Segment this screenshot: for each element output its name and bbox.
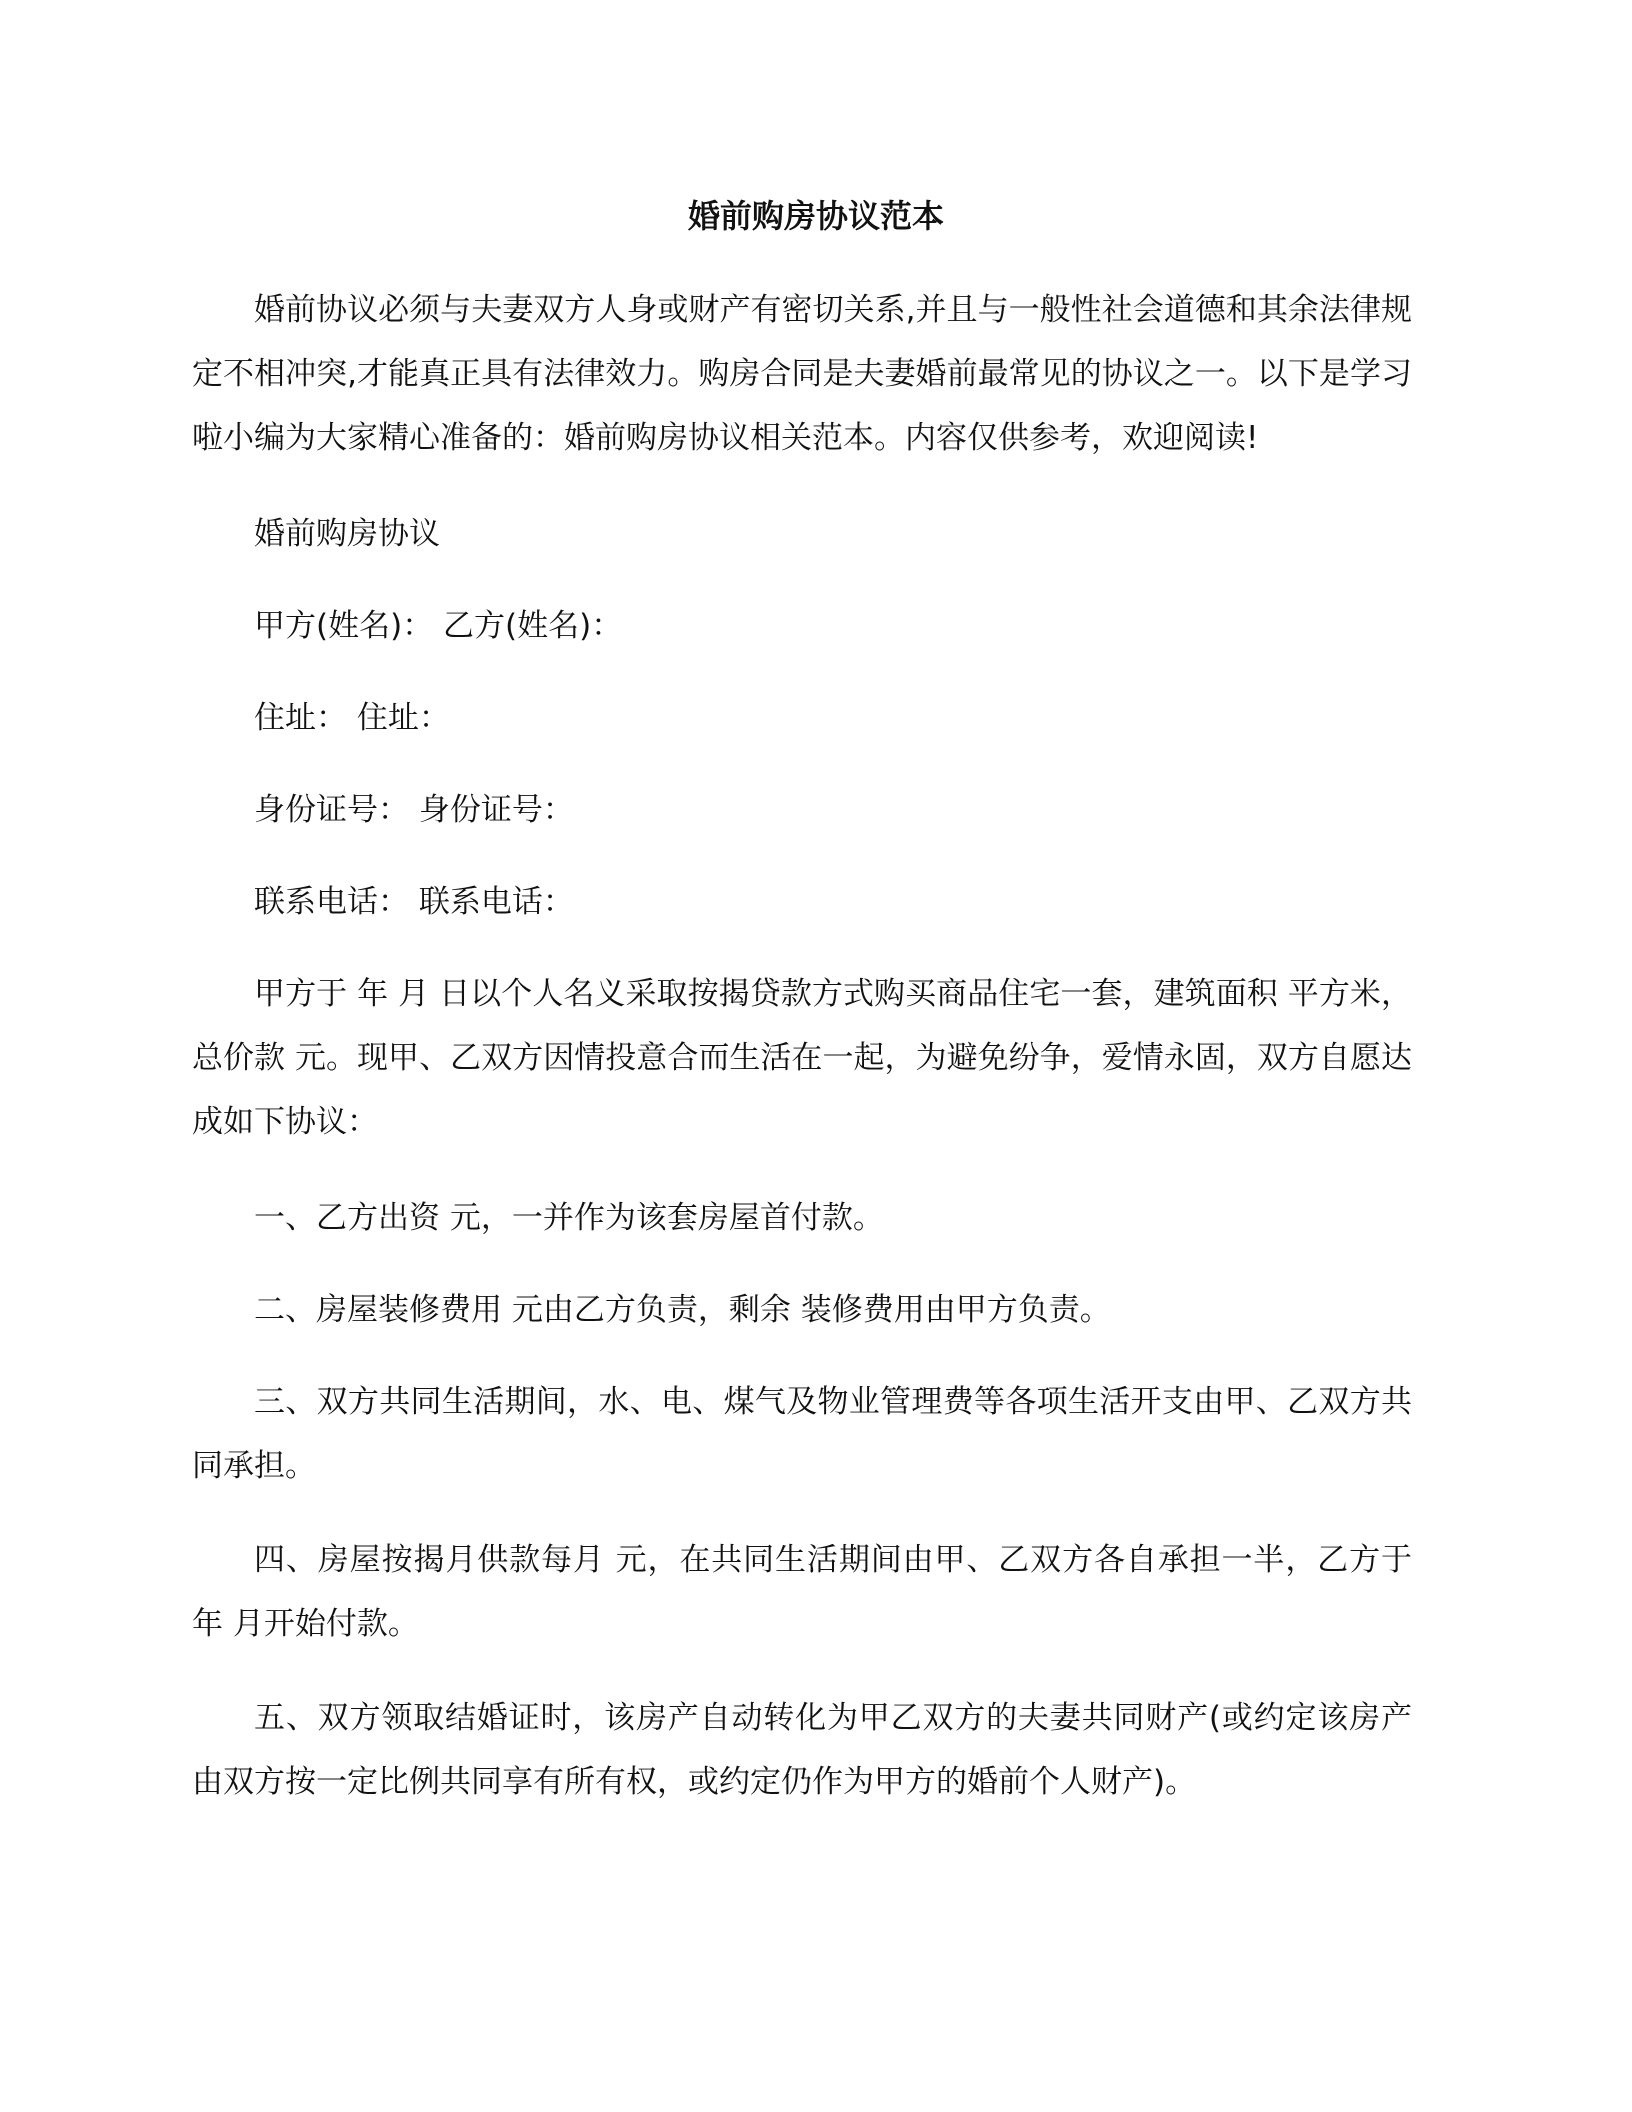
address-line: 住址： 住址： [254, 700, 450, 736]
id-number-line: 身份证号： 身份证号： [254, 792, 574, 828]
intro-paragraph: 婚前协议必须与夫妻双方人身或财产有密切关系,并且与一般性社会道德和其余法律规定不相冲突,才能真正具有法律效力。购房合同是夫妻婚前最常见的协议之一。以下是学习啦小编为大家精心准备的：婚前购房协议相关范本。内容仅供参考，欢迎阅读! [192, 292, 1412, 456]
phone-line: 联系电话： 联系电话： [254, 884, 574, 920]
clause-1: 一、乙方出资 元，一并作为该套房屋首付款。 [254, 1200, 884, 1236]
clause-5: 五、双方领取结婚证时，该房产自动转化为甲乙双方的夫妻共同财产(或约定该房产由双方按一定比例共同享有所有权，或约定仍作为甲方的婚前个人财产)。 [192, 1700, 1412, 1800]
clause-2: 二、房屋装修费用 元由乙方负责，剩余 装修费用由甲方负责。 [254, 1292, 1111, 1328]
document-title: 婚前购房协议范本 [687, 197, 944, 235]
party-names-line: 甲方(姓名)： 乙方(姓名)： [254, 608, 623, 644]
agreement-heading: 婚前购房协议 [254, 516, 440, 552]
preamble-paragraph: 甲方于 年 月 日以个人名义采取按揭贷款方式购买商品住宅一套，建筑面积 平方米，总价款 元。现甲、乙双方因情投意合而生活在一起，为避免纷争，爱情永固，双方自愿达成如下协议： [192, 976, 1412, 1140]
clause-4: 四、房屋按揭月供款每月 元，在共同生活期间由甲、乙双方各自承担一半，乙方于 年 月开始付款。 [192, 1542, 1412, 1642]
clause-3: 三、双方共同生活期间，水、电、煤气及物业管理费等各项生活开支由甲、乙双方共同承担。 [192, 1384, 1412, 1484]
